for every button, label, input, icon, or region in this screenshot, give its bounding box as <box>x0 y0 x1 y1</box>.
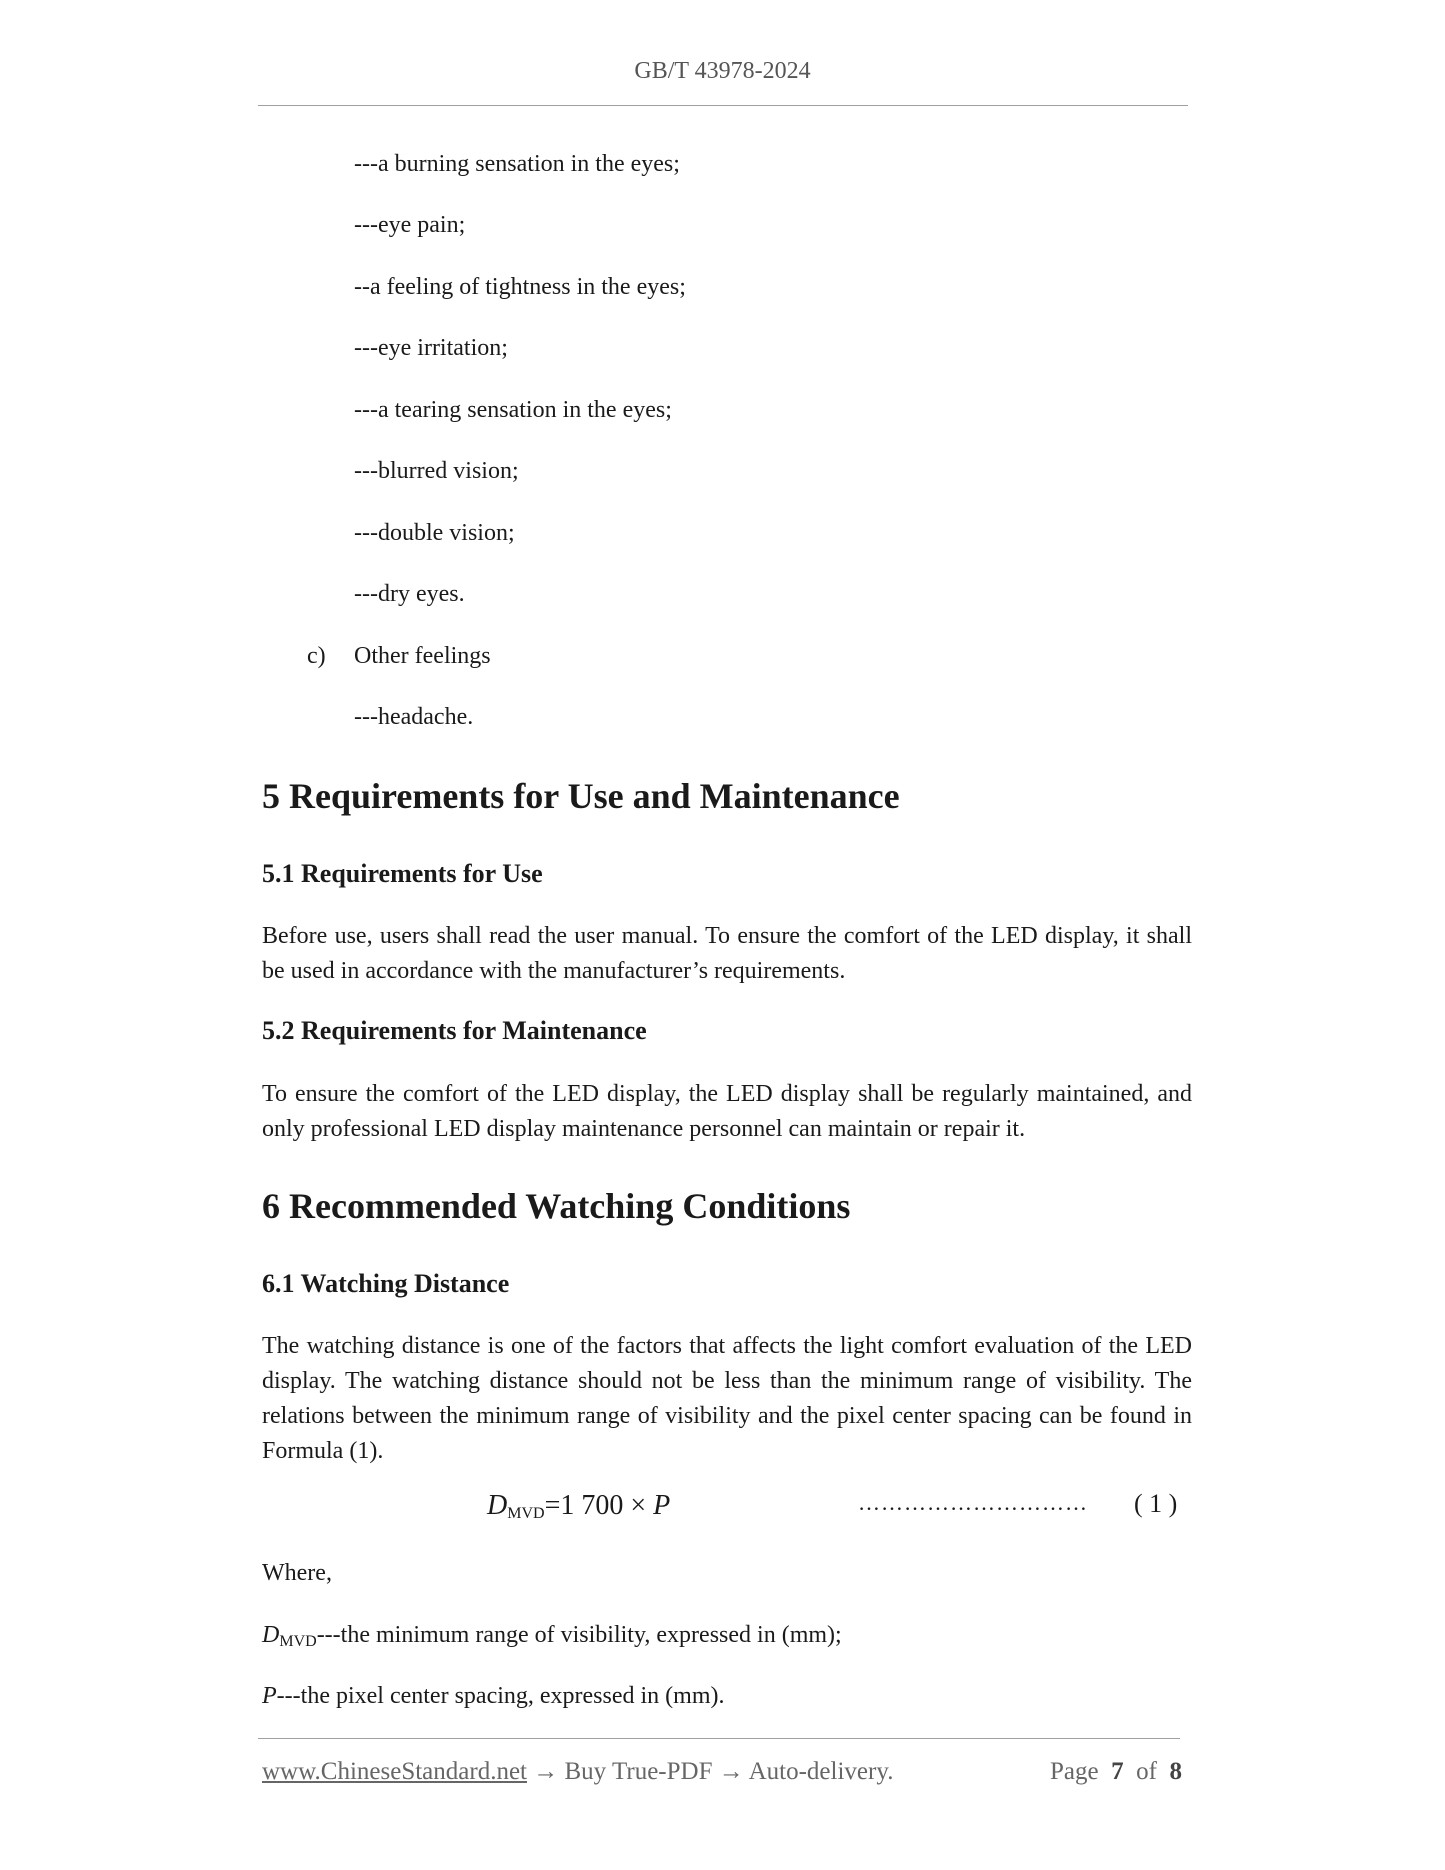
footer-divider <box>258 1738 1180 1739</box>
section-5-1-text: Before use, users shall read the user manual. To ensure the comfort of the LED display, it shall be used in accordance with the manufacturer’s requirements. <box>262 923 1192 984</box>
list-item: ---eye pain; <box>354 212 466 238</box>
formula-symbol-d: D <box>487 1490 508 1521</box>
page-total: 8 <box>1169 1758 1182 1785</box>
section-5-1-heading: 5.1 Requirements for Use <box>262 859 543 888</box>
definition-subscript-mvd: MVD <box>279 1633 317 1650</box>
page-indicator <box>1050 1758 1182 1786</box>
website-link[interactable]: www.ChineseStandard.net <box>262 1758 527 1785</box>
section-6-1-heading: 6.1 Watching Distance <box>262 1269 510 1298</box>
of-label: of <box>1136 1758 1157 1785</box>
list-item: --a feeling of tightness in the eyes; <box>354 274 686 300</box>
page-header-code: GB/T 43978-2024 <box>634 58 811 84</box>
where-p-definition <box>262 1679 725 1714</box>
list-item: ---blurred vision; <box>354 458 519 484</box>
list-item: ---a tearing sensation in the eyes; <box>354 397 672 423</box>
definition-symbol-d: D <box>262 1622 280 1648</box>
section-6-heading: 6 Recommended Watching Conditions <box>262 1186 851 1226</box>
list-item: ---dry eyes. <box>354 581 465 607</box>
section-6-1-text: The watching distance is one of the factors that affects the light comfort evaluation of the LED display. The watching distance should not be less than the minimum range of visibility. The relations between the minimum range of visibility and the pixel center spacing can be found in Formula (1). <box>262 1333 1192 1464</box>
page-label: Page <box>1050 1758 1099 1785</box>
definition-p-text: ---the pixel center spacing, expressed in (mm). <box>276 1683 725 1709</box>
formula-symbol-p: P <box>653 1490 671 1521</box>
where-d-definition <box>262 1618 842 1659</box>
auto-delivery-text: Auto-delivery. <box>748 1758 894 1785</box>
definition-symbol-p: P <box>262 1683 277 1709</box>
formula-1 <box>487 1490 670 1523</box>
buy-true-pdf-text: Buy True-PDF <box>564 1758 713 1785</box>
list-item: ---a burning sensation in the eyes; <box>354 151 680 177</box>
arrow-right-icon: → <box>718 1758 744 1785</box>
formula-equals: =1 700 × <box>544 1490 654 1521</box>
list-item: ---eye irritation; <box>354 335 508 361</box>
formula-subscript-mvd: MVD <box>507 1505 545 1522</box>
formula-leader-dots: ………………………… <box>858 1490 1088 1515</box>
section-5-2-text: To ensure the comfort of the LED display, the LED display shall be regularly maintained, and only professional LED display maintenance personnel can maintain or repair it. <box>262 1081 1192 1142</box>
list-item: ---headache. <box>354 704 474 730</box>
section-5-2-heading: 5.2 Requirements for Maintenance <box>262 1016 647 1045</box>
footer-promo <box>262 1758 893 1786</box>
arrow-right-icon: → <box>533 1758 559 1785</box>
definition-d-text: ---the minimum range of visibility, expressed in (mm); <box>316 1622 842 1648</box>
list-marker: c) <box>307 643 326 669</box>
where-label: Where, <box>262 1560 332 1586</box>
formula-number: ( 1 ) <box>1134 1489 1178 1518</box>
page-current: 7 <box>1111 1758 1124 1785</box>
header-divider <box>258 105 1188 106</box>
list-item: ---double vision; <box>354 520 515 546</box>
section-5-heading: 5 Requirements for Use and Maintenance <box>262 776 900 816</box>
other-feelings-label: Other feelings <box>354 643 491 669</box>
